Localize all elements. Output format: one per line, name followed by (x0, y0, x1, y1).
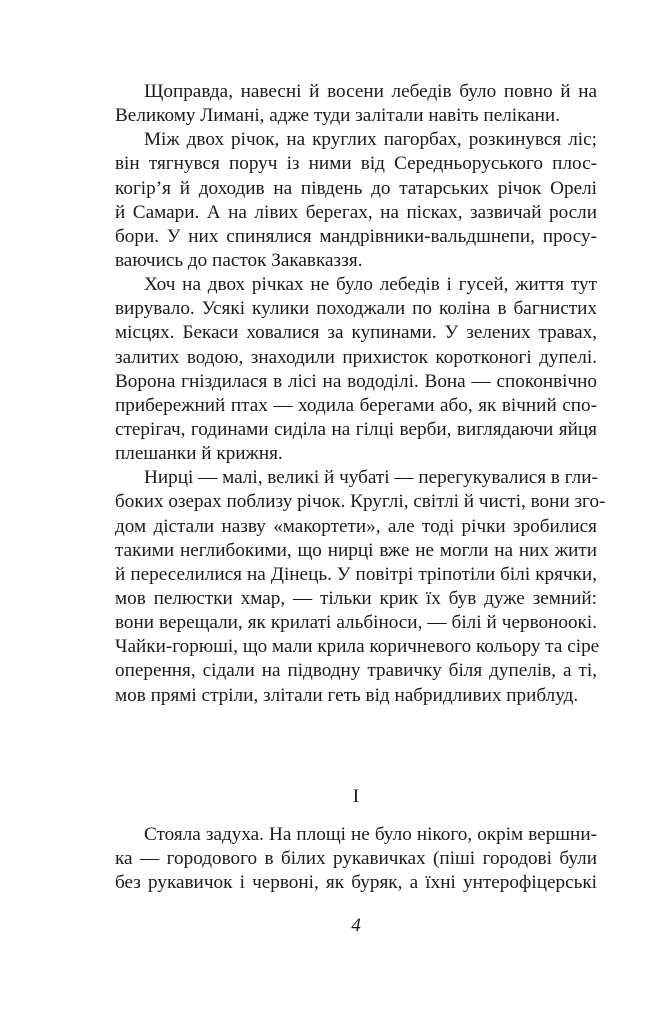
paragraph-4 (115, 466, 606, 707)
text-line: залитих водою, знаходили прихисток коротконогі дупелі. (115, 346, 597, 368)
page-number: 4 (351, 915, 361, 936)
text-line: Стояла задуха. На площі не було нікого, окрім вершни- (144, 824, 597, 845)
text-line: стерігач, годинами сиділа на гілці верби, виглядаючи яйця (115, 418, 597, 440)
text-line: Чайки-горюші, що мали крила коричневого кольору та сіре (115, 636, 600, 658)
text-line: він тягнувся поруч із ними від Середньоруського плос- (115, 153, 597, 175)
paragraph-1 (115, 80, 597, 128)
text-line: місцях. Бекаси ховалися за купинами. У зелених травах, (115, 322, 597, 344)
text-line: прибережний птах — ходила берегами або, як вічний спо- (115, 394, 597, 416)
text-line: ваючись до пасток Закавказзя. (115, 249, 363, 271)
chapter-paragraph (115, 823, 597, 895)
text-line: й Самари. А на лівих берегах, на пісках, зазвичай росли (115, 201, 597, 223)
chapter-heading: I (352, 786, 360, 807)
text-line: вирувало. Усякі кулики походжали по коліна в багнистих (115, 298, 597, 320)
text-line: Ворона гніздилася в лісі на вододілі. Вона — споконвічно (115, 370, 597, 392)
text-line: Щоправда, навесні й восени лебедів було повно й на (144, 81, 597, 102)
text-line: мов прямі стріли, злітали геть від набридливих приблуд. (115, 684, 579, 706)
paragraph-3 (115, 273, 597, 466)
text-line: боких озерах поблизу річок. Круглі, світлі й чисті, вони зго- (115, 491, 606, 513)
paragraph-2 (115, 128, 597, 273)
text-line: й переселилися на Дінець. У повітрі тріпотіли білі крячки, (115, 563, 597, 585)
main-text (115, 80, 606, 708)
text-line: без рукавичок і червоні, як буряк, а їхні унтерофіцерські (115, 872, 597, 894)
text-line: Хоч на двох річках не було лебедів і гусей, життя тут (144, 274, 597, 296)
text-line: мов пелюстки хмар, — тільки крик їх був дуже земний: (115, 587, 597, 609)
text-line: Великому Лимані, адже туди залітали навіть пелікани. (115, 105, 561, 127)
text-line: вони верещали, як крилаті альбіноси, — білі й червоноокі. (115, 612, 597, 634)
text-line: плешанки й крижня. (115, 443, 283, 465)
chapter-text (115, 823, 597, 895)
text-line: такими неглибокими, що нирці вже не могли на них жити (115, 539, 597, 561)
text-line: Між двох річок, на круглих пагорбах, розкинувся ліс; (144, 129, 597, 151)
text-line: оперення, сідали на підводну травичку біля дупелів, а ті, (115, 660, 597, 682)
text-line: дом дістали назву «макортети», але тоді річки зробилися (115, 515, 597, 537)
text-line: когір’я й доходив на південь до татарських річок Орелі (115, 177, 597, 199)
text-line: Нирці — малі, великі й чубаті — перегукувалися в гли- (144, 467, 598, 489)
text-line: бори. У них спинялися мандрівники-вальдшнепи, просу- (115, 225, 597, 247)
text-line: ка — городового в білих рукавичках (піші городові були (115, 848, 597, 870)
